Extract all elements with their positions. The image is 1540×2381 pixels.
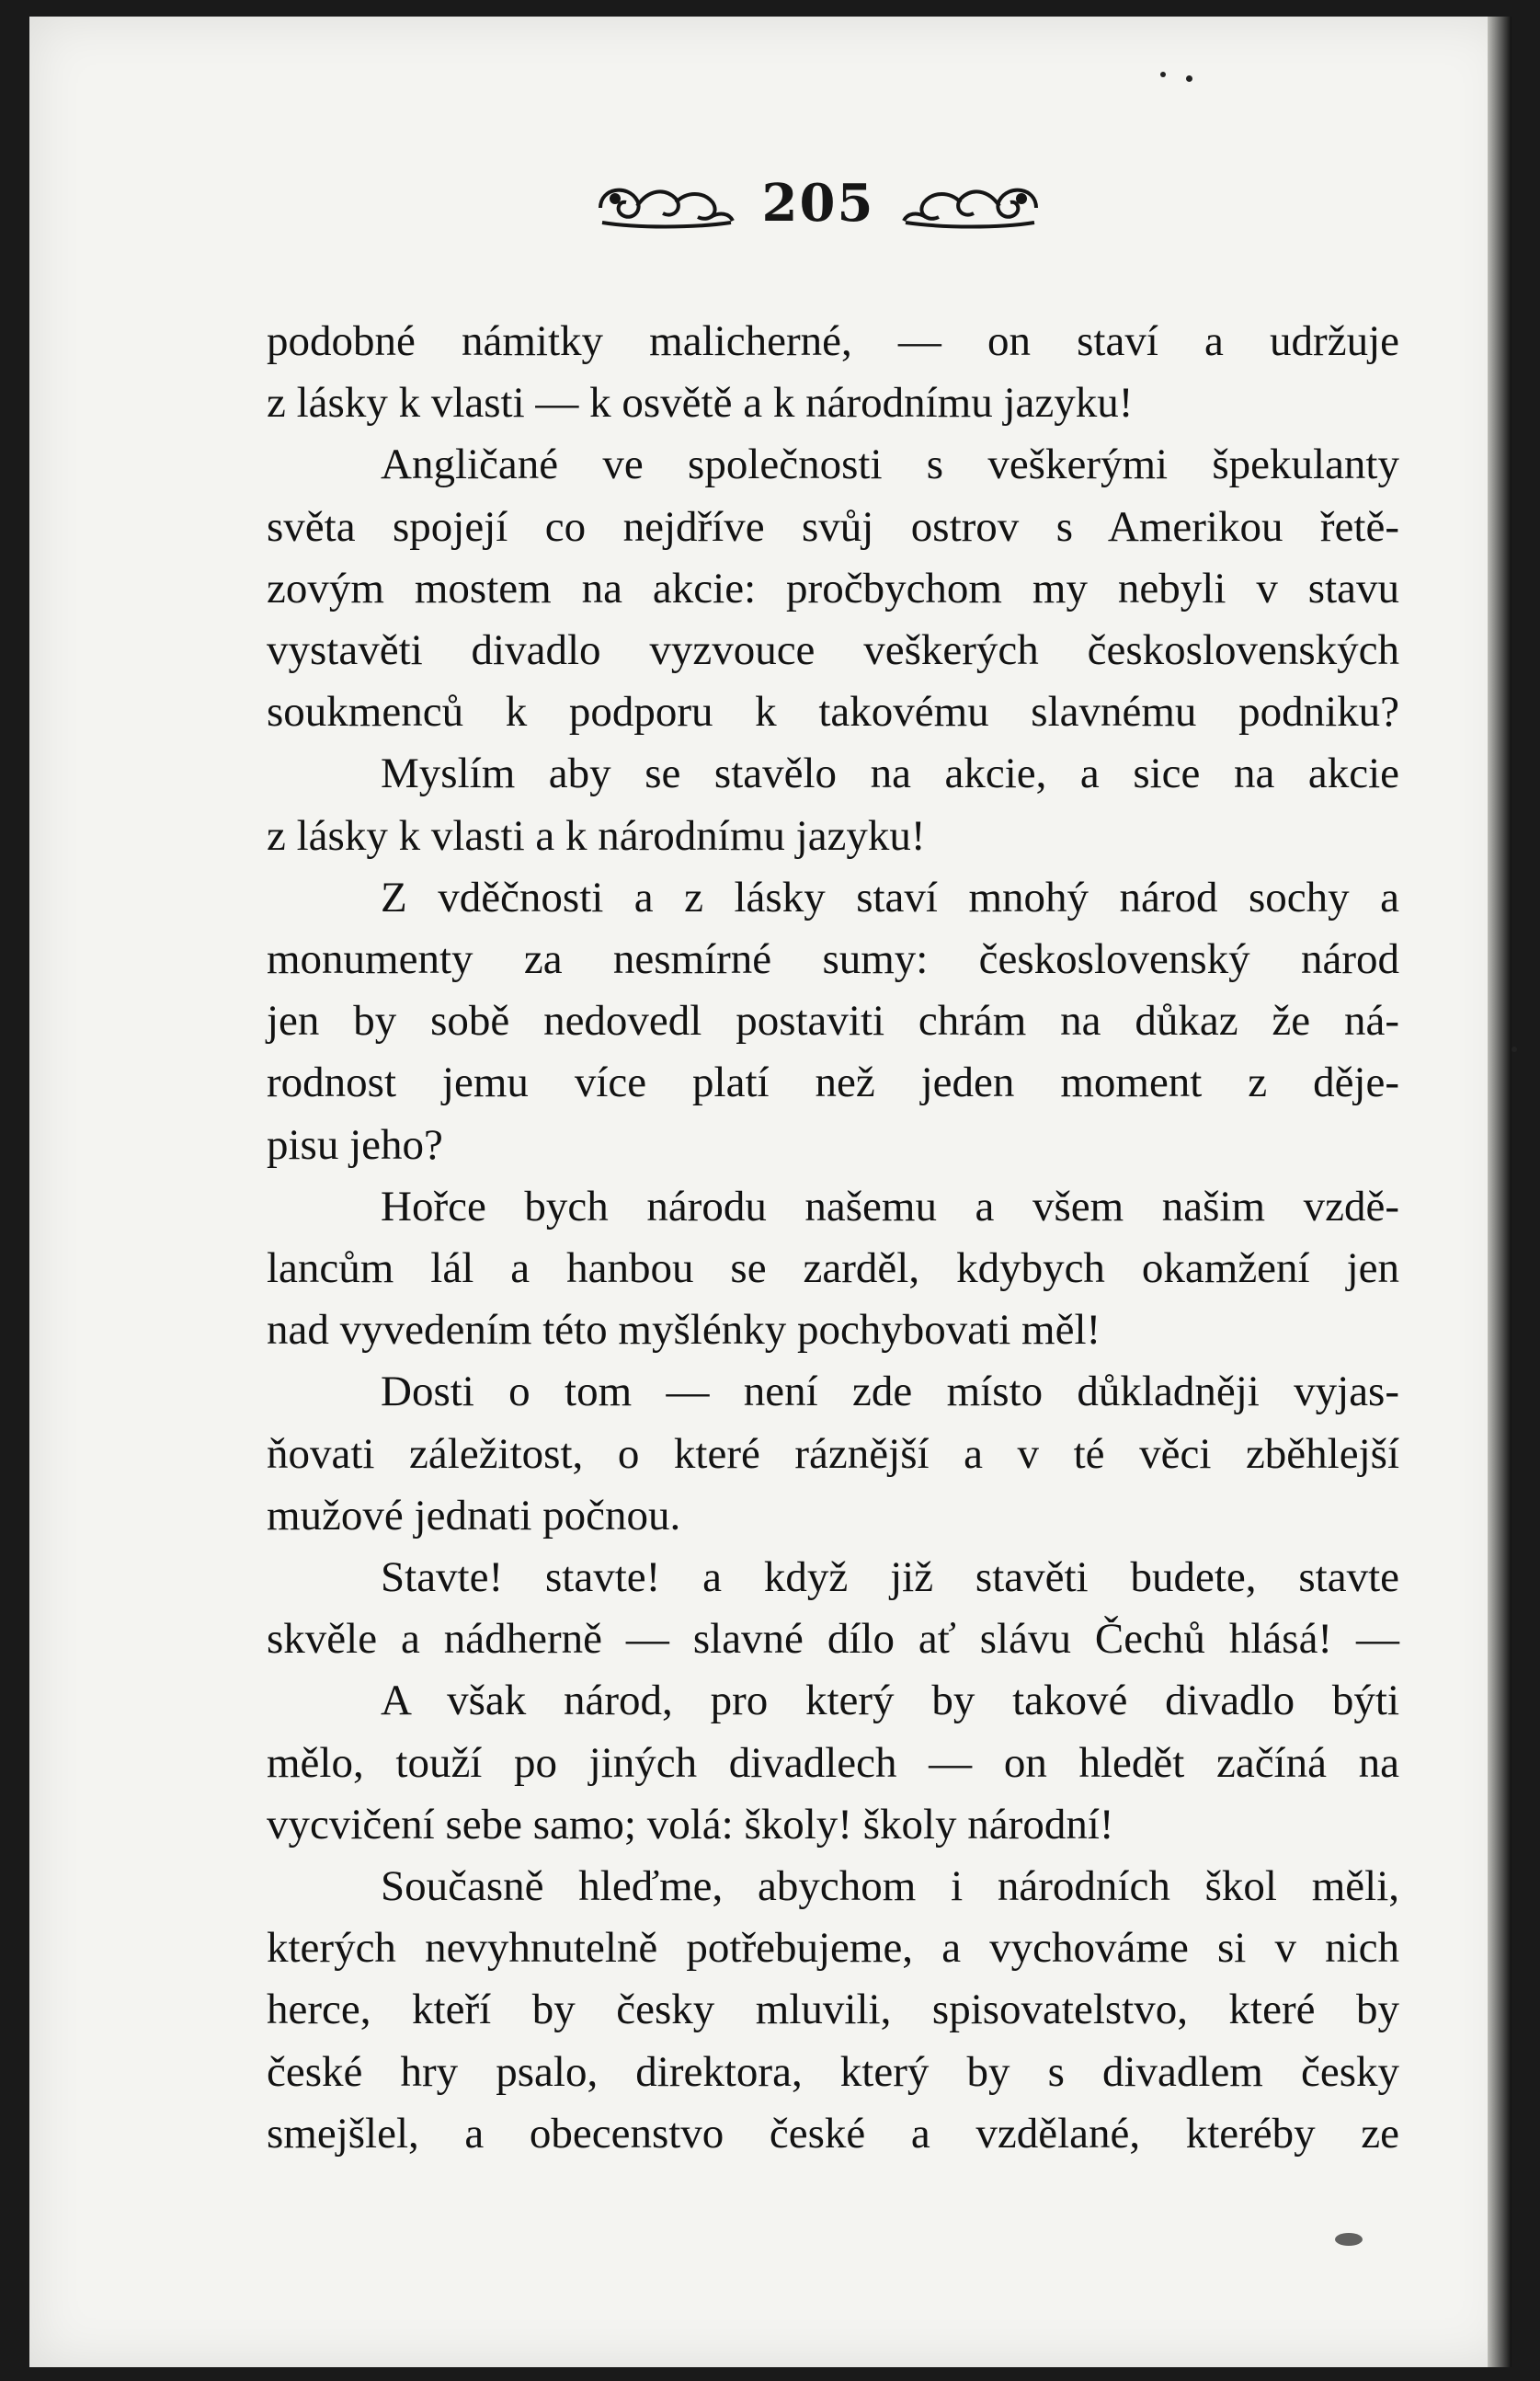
print-speck — [1186, 75, 1192, 82]
text-line: vystavěti divadlo vyzvouce veškerých československých — [267, 626, 1399, 675]
text-line: světa spojejí co nejdříve svůj ostrov s Amerikou řetě- — [267, 502, 1399, 551]
text-line: Současně hleďme, abychom i národních škol měli, — [381, 1862, 1399, 1911]
page-edge-shadow — [1488, 17, 1511, 2367]
text-line: Z vděčnosti a z lásky staví mnohý národ sochy a — [381, 873, 1399, 921]
text-line: nad vyvedením této myšlénky pochybovati měl! — [267, 1306, 1101, 1355]
text-line: mužové jednati počnou. — [267, 1491, 681, 1540]
text-line: monumenty za nesmírné sumy: československý národ — [267, 935, 1399, 984]
text-line: jen by sobě nedovedl postaviti chrám na důkaz že ná- — [267, 997, 1399, 1046]
text-line: smejšlel, a obecenstvo české a vzdělané, kteréby ze — [267, 2109, 1399, 2158]
book-page — [29, 17, 1511, 2367]
page-header — [561, 162, 1076, 245]
page-number: 205 — [761, 173, 875, 234]
text-line: skvěle a nádherně — slavné dílo ať slávu Čechů hlásá! — — [267, 1615, 1399, 1664]
text-line: Hořce bych národu našemu a všem našim vzdě- — [381, 1182, 1399, 1231]
paragraph-7 — [267, 1547, 1399, 1670]
text-line: ňovati záležitost, o které ráznější a v té věci zběhlejší — [267, 1429, 1399, 1478]
paragraph-8 — [267, 1670, 1399, 1856]
text-line: z lásky k vlasti — k osvětě a k národnímu jazyku! — [267, 379, 1134, 428]
text-line: Stavte! stavte! a když již stavěti budete, stavte — [381, 1553, 1399, 1602]
paragraph-9 — [267, 1856, 1399, 2165]
text-line: lancům lál a hanbou se zarděl, kdybych okamžení jen — [267, 1244, 1399, 1293]
paragraph-1 — [267, 311, 1399, 434]
text-line: Angličané ve společnosti s veškerými špekulanty — [381, 441, 1399, 489]
text-line: Dosti o tom — není zde místo důkladněji vyjas- — [381, 1368, 1399, 1416]
paragraph-6 — [267, 1361, 1399, 1547]
ornament-right-icon — [898, 171, 1045, 235]
body-text — [267, 311, 1399, 2165]
paragraph-4 — [267, 867, 1399, 1176]
text-line: rodnost jemu více platí než jeden moment z děje- — [267, 1059, 1399, 1107]
print-speck — [1160, 72, 1166, 77]
print-speck — [1335, 2233, 1363, 2246]
paragraph-3 — [267, 743, 1399, 866]
text-line: podobné námitky malicherné, — on staví a udržuje — [267, 317, 1399, 365]
paragraph-5 — [267, 1176, 1399, 1362]
text-line: herce, kteří by česky mluvili, spisovatelstvo, které by — [267, 1986, 1399, 2034]
paragraph-2 — [267, 434, 1399, 743]
text-line: zovým mostem na akcie: pročbychom my nebyli v stavu — [267, 564, 1399, 612]
text-line: české hry psalo, direktora, který by s divadlem česky — [267, 2047, 1399, 2096]
text-line: kterých nevyhnutelně potřebujeme, a vychováme si v nich — [267, 1924, 1399, 1973]
text-line: soukmenců k podporu k takovému slavnému podniku? — [267, 688, 1399, 737]
text-line: pisu jeho? — [267, 1120, 443, 1169]
print-speck — [1511, 1047, 1517, 1052]
text-line: z lásky k vlasti a k národnímu jazyku! — [267, 811, 926, 860]
ornament-left-icon — [591, 171, 738, 235]
text-line: A však národ, pro který by takové divadlo býti — [381, 1677, 1399, 1725]
text-line: Myslím aby se stavělo na akcie, a sice na akcie — [381, 750, 1399, 798]
text-line: mělo, touží po jiných divadlech — on hledět začíná na — [267, 1738, 1399, 1787]
text-line: vycvičení sebe samo; volá: školy! školy národní! — [267, 1800, 1114, 1849]
